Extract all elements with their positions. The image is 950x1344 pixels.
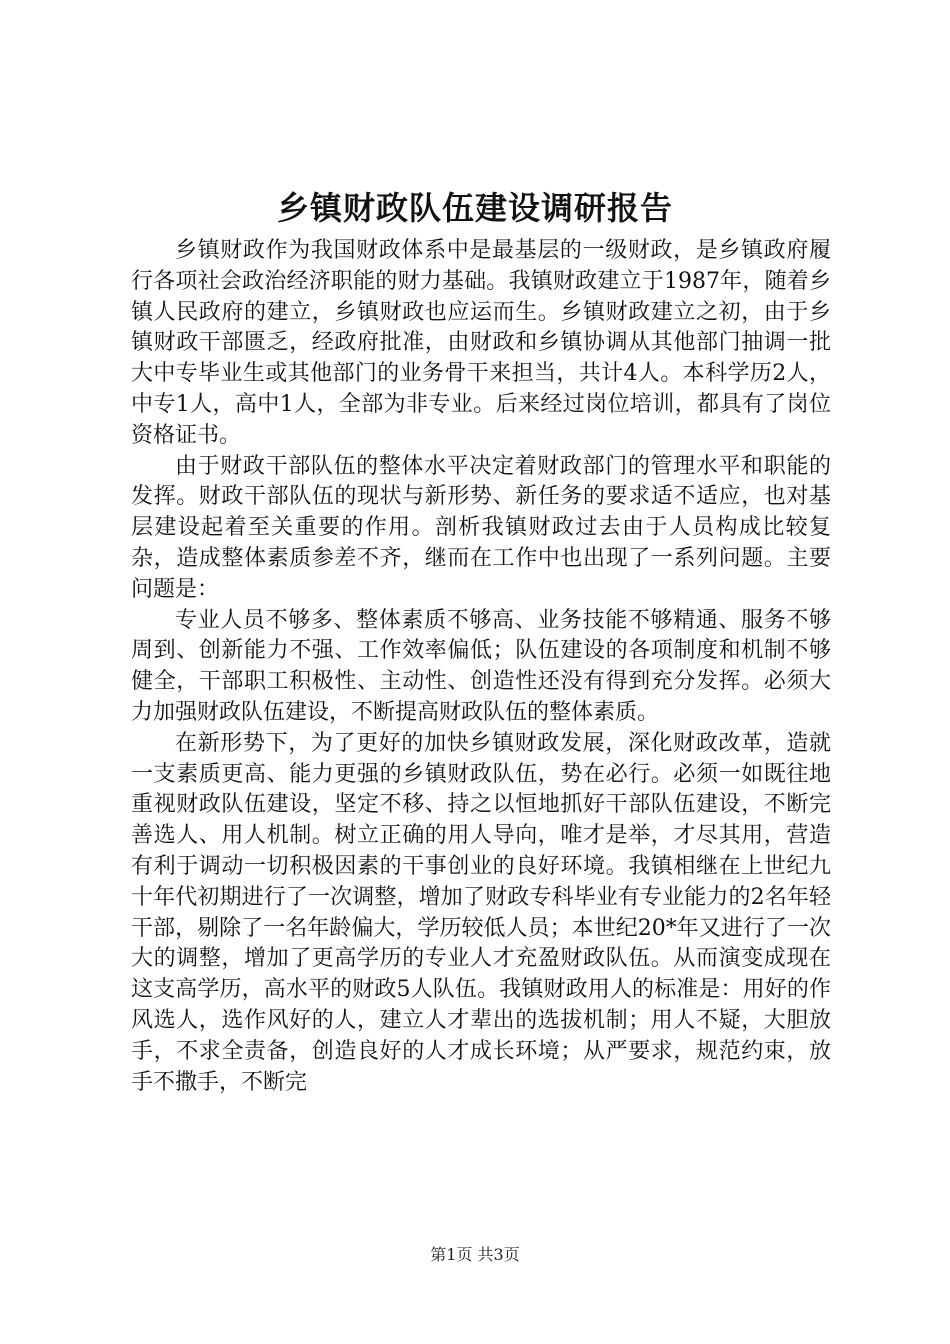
paragraph: 乡镇财政作为我国财政体系中是最基层的一级财政，是乡镇政府履行各项社会政治经济职能的财力基础。我镇财政建立于1987年，随着乡镇人民政府的建立，乡镇财政也应运而生。乡镇财政建立之初，由于乡镇财政干部匮乏，经政府批准，由财政和乡镇协调从其他部门抽调一批大中专毕业生或其他部门的业务骨干来担当，共计4人。本科学历2人，中专1人，高中1人，全部为非专业。后来经过岗位培训，都具有了岗位资格证书。 (131, 238, 831, 448)
document-title: 乡镇财政队伍建设调研报告 (276, 189, 673, 227)
document-body (131, 236, 831, 1098)
paragraph: 由于财政干部队伍的整体水平决定着财政部门的管理水平和职能的发挥。财政干部队伍的现状与新形势、新任务的要求适不适应，也对基层建设起着至关重要的作用。剖析我镇财政过去由于人员构成比较复杂，造成整体素质参差不齐，继而在工作中也出现了一系列问题。主要问题是： (131, 453, 831, 602)
paragraph: 专业人员不够多、整体素质不够高、业务技能不够精通、服务不够周到、创新能力不强、工作效率偏低；队伍建设的各项制度和机制不够健全，干部职工积极性、主动性、创造性还没有得到充分发挥。必须大力加强财政队伍建设，不断提高财政队伍的整体素质。 (131, 607, 831, 725)
page-number-footer: 第1页 共3页 (430, 1245, 520, 1264)
paragraph: 在新形势下，为了更好的加快乡镇财政发展，深化财政改革，造就一支素质更高、能力更强的乡镇财政队伍，势在必行。必须一如既往地重视财政队伍建设，坚定不移、持之以恒地抓好干部队伍建设，不断完善选人、用人机制。树立正确的用人导向，唯才是举，才尽其用，营造有利于调动一切积极因素的干事创业的良好环境。我镇相继在上世纪九十年代初期进行了一次调整，增加了财政专科毕业有专业能力的2名年轻干部，剔除了一名年龄偏大，学历较低人员；本世纪20*年又进行了一次大的调整，增加了更高学历的专业人才充盈财政队伍。从而演变成现在这支高学历，高水平的财政5人队伍。我镇财政用人的标准是：用好的作风选人，选作风好的人，建立人才辈出的选拔机制；用人不疑，大胆放手，不求全责备，创造良好的人才成长环境；从严要求，规范约束，放手不撒手，不断完 (131, 730, 831, 1095)
